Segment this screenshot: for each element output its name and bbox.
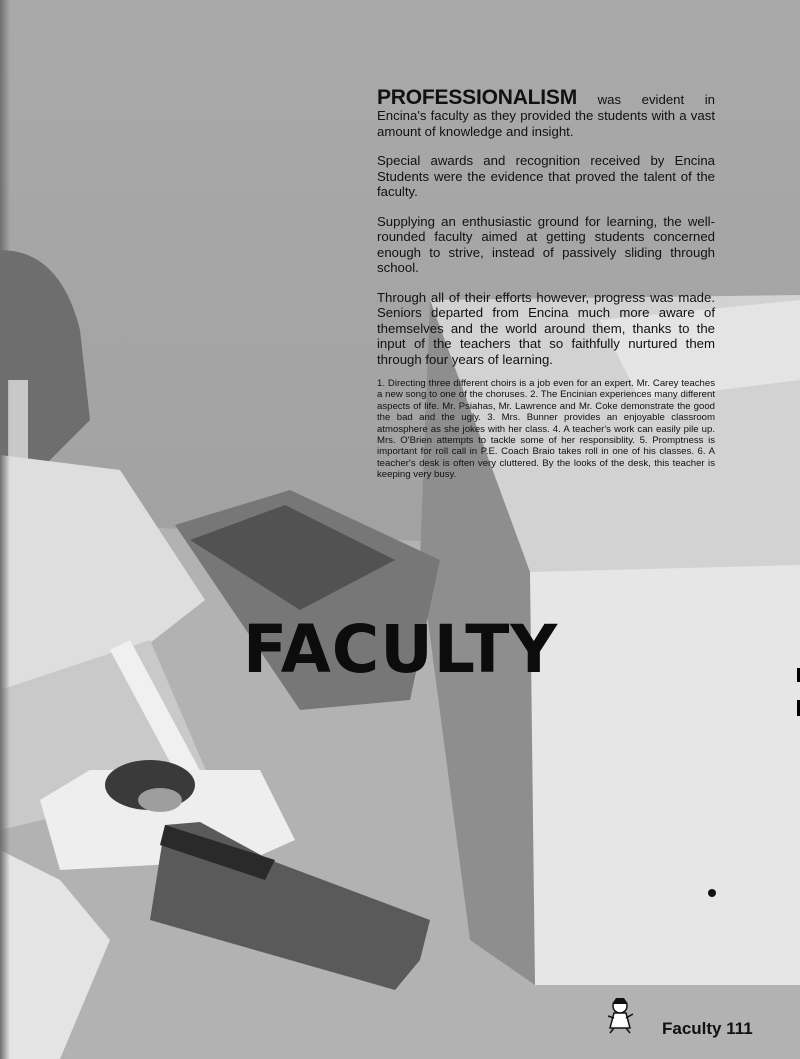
intro-paragraph-1-text: was evident in Encina's faculty as they provided the students with a vast amount of knowledge and insight. [377, 92, 715, 139]
intro-paragraph-2: Special awards and recognition received by Encina Students were the evidence that proved the talent of the faculty. [377, 153, 715, 199]
photo-captions: 1. Directing three different choirs is a job even for an expert. Mr. Carey teaches a new song to one of the choruses. 2. The Encinian experiences many different aspects of life. Mr. Psiahas, Mr. Lawrence and Mr. Coke demonstrate the good the bad and the ugly. 3. Mrs. Bunner provides an enjoyable classroom atmosphere as she jokes with her class. 4. A teacher's work can easily pile up. Mrs. O'Brien attempts to tackle some of her responsiblity. 5. Promptness is important for roll call in P.E. Coach Braio takes roll in one of his classes. 6. A teacher's desk is often very cluttered. By the looks of the desk, this teacher is keeping very busy. [377, 378, 715, 481]
intro-text-block [377, 88, 715, 381]
section-title: FACULTY [243, 611, 559, 688]
intro-paragraph-4: Through all of their efforts however, progress was made. Seniors departed from Encina much more aware of themselves and the world around them, thanks to the input of the teachers that so faithfully nurtured them through four years of learning. [377, 289, 715, 367]
lead-word: PROFESSIONALISM [377, 86, 578, 109]
mascot-icon [600, 994, 640, 1034]
page-spine-shadow [0, 0, 10, 1059]
intro-paragraph-1 [377, 88, 715, 139]
intro-paragraph-3: Supplying an enthusiastic ground for learning, the well-rounded faculty aimed at getting students concerned enough to strive, instead of passively sliding through school. [377, 213, 715, 275]
page-folio: Faculty 111 [662, 1019, 753, 1038]
